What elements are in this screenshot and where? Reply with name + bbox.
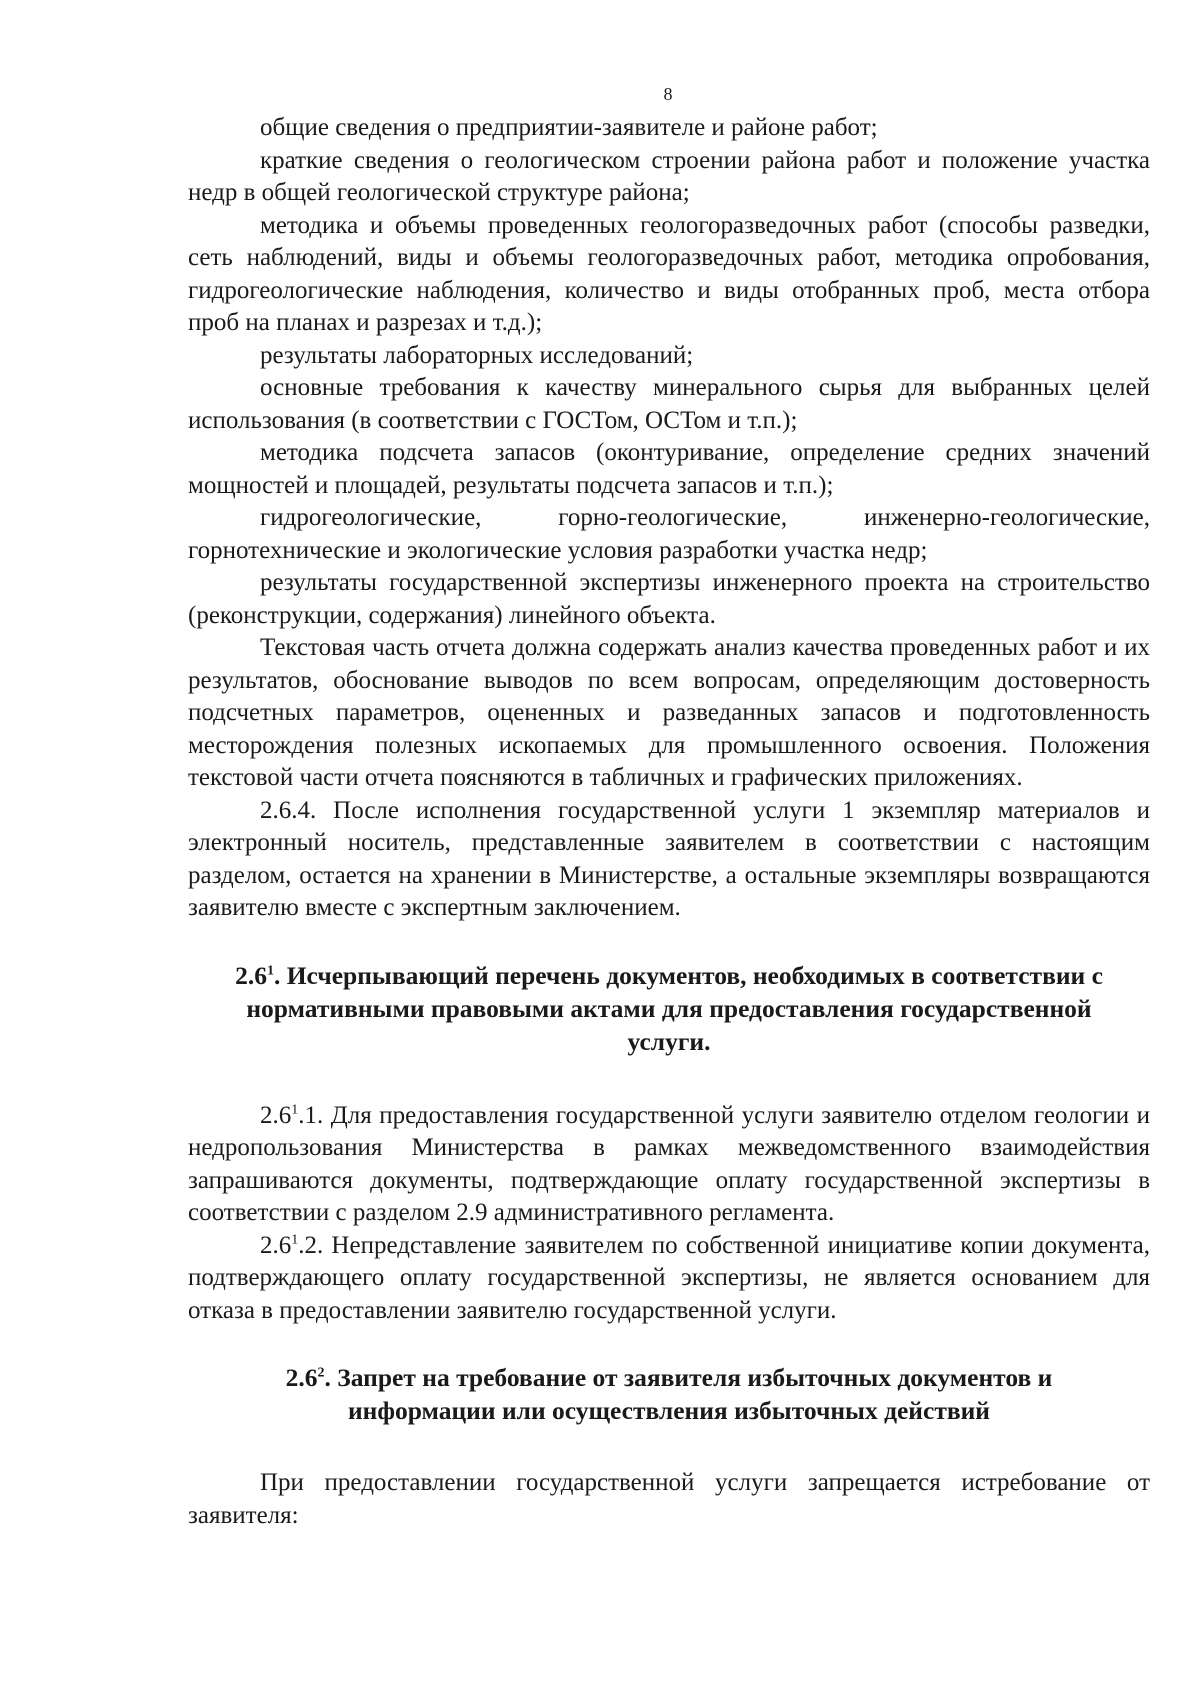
page-number: 8 xyxy=(663,84,673,104)
clause-text: .1. Для предоставления государственной услуги заявителю отделом геологии и недропользования Министерства в рамках межведомственного взаимодействия запрашиваются документы, подтверждающие оплату государственной экспертизы в соответствии с разделом 2.9 административного регламента. xyxy=(188,1101,1150,1226)
section-number: 2.6 xyxy=(235,960,267,990)
paragraph-text-part: Текстовая часть отчета должна содержать анализ качества проведенных работ и их результатов, обоснование выводов по всем вопросам, определяющим достоверность подсчетных параметров, оцененных и разведанных запасов и подготовленность месторождения полезных ископаемых для промышленного освоения. Положения текстовой части отчета поясняются в табличных и графических приложениях. xyxy=(188,634,1150,791)
section-title: . Запрет на требование от заявителя избыточных документов и информации или осуществления избыточных действий xyxy=(324,1363,1053,1425)
clause-number-superscript: 1 xyxy=(291,1232,299,1248)
paragraph-prohibition: При предоставлении государственной услуги запрещается истребование от заявителя: xyxy=(188,1469,1150,1529)
list-item-conditions: гидрогеологические, горно-геологические, инженерно-геологические, горнотехнические и экологические условия разработки участка недр; xyxy=(188,504,1150,564)
list-item-lab-results: результаты лабораторных исследований; xyxy=(260,341,694,369)
list-item-expertise-results: результаты государственной экспертизы инженерного проекта на строительство (реконструкции, содержания) линейного объекта. xyxy=(188,569,1150,629)
list-item-general-info: общие сведения о предприятии-заявителе и районе работ; xyxy=(260,114,878,141)
paragraph-2-6-1-2 xyxy=(188,1230,1150,1328)
clause-number: 2.6 xyxy=(260,1101,292,1129)
section-number-superscript: 2 xyxy=(317,1365,325,1381)
document-body xyxy=(188,112,1150,1532)
clause-number-superscript: 1 xyxy=(291,1102,299,1118)
list-item-geological-structure: краткие сведения о геологическом строении района работ и положение участка недр в общей геологической структуре района; xyxy=(188,146,1150,206)
list-item-quality-requirements: основные требования к качеству минерального сырья для выбранных целей использования (в соответствии с ГОСТом, ОСТом и т.п.); xyxy=(188,374,1150,434)
section-number-superscript: 1 xyxy=(266,963,274,978)
section-number: 2.6 xyxy=(285,1363,318,1392)
section-title: . Исчерпывающий перечень документов, необходимых в соответствии с нормативными правовыми актами для предоставления государственной услуги. xyxy=(246,960,1103,1056)
paragraph-2-6-4: 2.6.4. После исполнения государственной услуги 1 экземпляр материалов и электронный носитель, представленные заявителем в соответствии с настоящим разделом, остается на хранении в Министерстве, а остальные экземпляры возвращаются заявителю вместе с экспертным заключением. xyxy=(188,796,1150,921)
clause-number: 2.6 xyxy=(260,1231,292,1259)
clause-text: .2. Непредставление заявителем по собственной инициативе копии документа, подтверждающего оплату государственной экспертизы, не является основанием для отказа в предоставлении заявителю государственной услуги. xyxy=(188,1231,1150,1324)
section-heading-2-6-2 xyxy=(188,1361,1150,1427)
list-item-methodology: методика и объемы проведенных геологоразведочных работ (способы разведки, сеть наблюдений, виды и объемы геологоразведочных работ, методика опробования, гидрогеологические наблюдения, количество и виды отобранных проб, места отбора проб на планах и разрезах и т.д.); xyxy=(188,211,1150,336)
paragraph-2-6-1-1 xyxy=(188,1100,1150,1230)
section-heading-2-6-1 xyxy=(188,959,1150,1058)
list-item-reserves-calculation: методика подсчета запасов (оконтуривание, определение средних значений мощностей и площадей, результаты подсчета запасов и т.п.); xyxy=(188,439,1150,499)
